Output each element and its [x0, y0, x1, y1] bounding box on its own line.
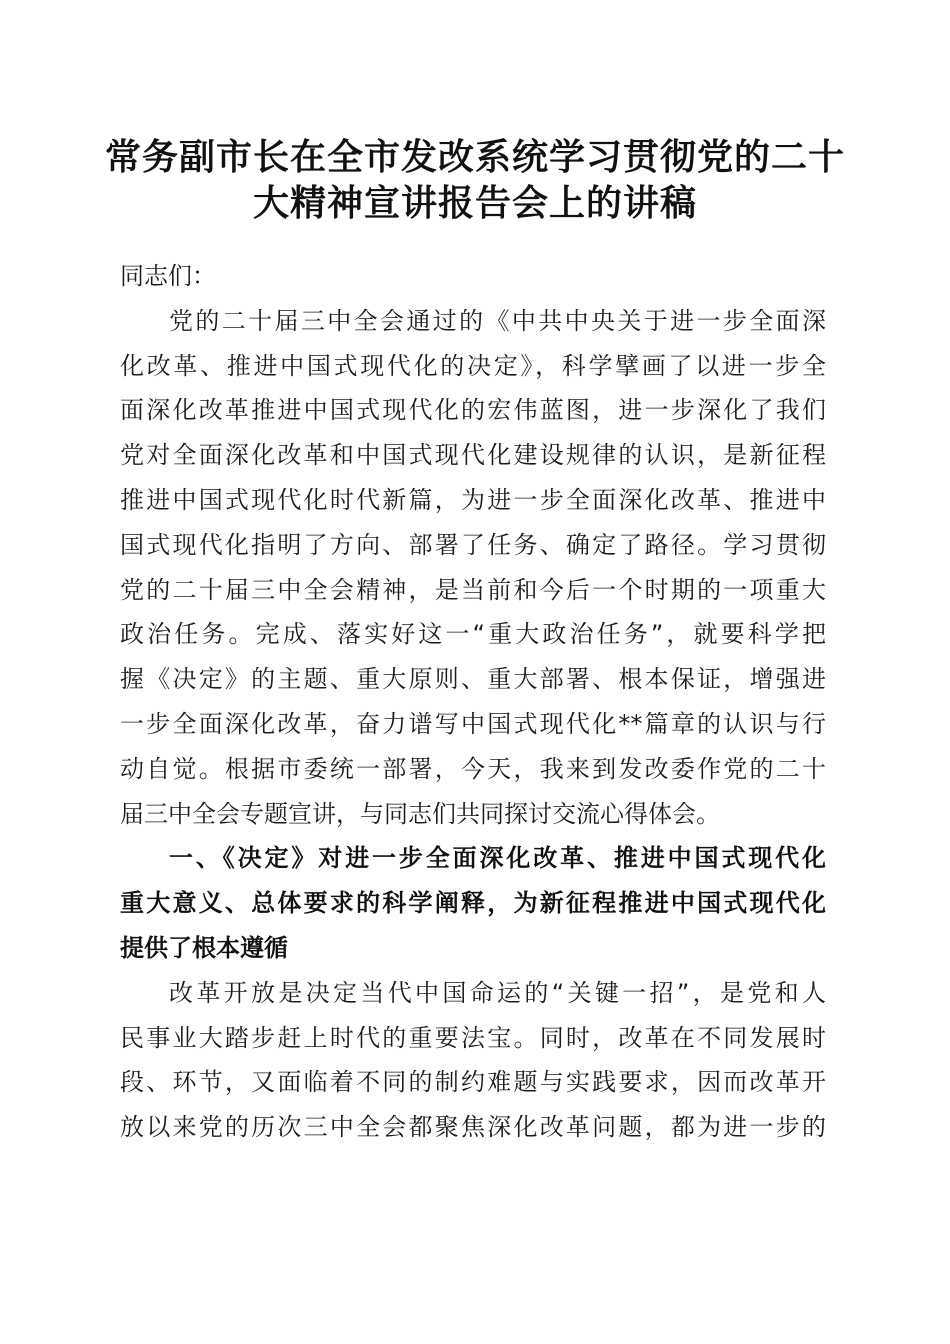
text-line: 民事业大踏步赶上时代的重要法宝。同时，改革在不同发展时	[120, 1023, 826, 1052]
text-line: 国式现代化指明了方向、部署了任务、确定了路径。学习贯彻	[120, 530, 826, 559]
text-line: 改革开放是决定当代中国命运的“关键一招”，是党和人	[169, 978, 826, 1007]
text-line: 政治任务。完成、落实好这一“重大政治任务”，就要科学把	[120, 620, 826, 649]
text-line: 党的二十届三中全会精神，是当前和今后一个时期的一项重大	[120, 575, 826, 604]
text-line: 动自觉。根据市委统一部署，今天，我来到发改委作党的二十	[120, 754, 826, 783]
heading-line: 一、《决定》对进一步全面深化改革、推进中国式现代化	[169, 844, 826, 873]
text-line: 推进中国式现代化时代新篇，为进一步全面深化改革、推进中	[120, 485, 826, 514]
text-line: 一步全面深化改革，奋力谱写中国式现代化**篇章的认识与行	[120, 709, 826, 738]
text-line: 党对全面深化改革和中国式现代化建设规律的认识，是新征程	[120, 441, 826, 470]
text-line: 党的二十届三中全会通过的《中共中央关于进一步全面深	[169, 306, 826, 335]
text-line: 面深化改革推进中国式现代化的宏伟蓝图，进一步深化了我们	[120, 396, 826, 425]
text-line: 放以来党的历次三中全会都聚焦深化改革问题，都为进一步的	[120, 1113, 826, 1142]
text-line: 段、环节，又面临着不同的制约难题与实践要求，因而改革开	[120, 1068, 826, 1097]
text-line: 握《决定》的主题、重大原则、重大部署、根本保证，增强进	[120, 665, 826, 694]
document-body	[120, 254, 826, 1150]
heading-line: 重大意义、总体要求的科学阐释，为新征程推进中国式现代化	[120, 889, 826, 918]
title-line: 大精神宣讲报告会上的讲稿	[252, 182, 697, 224]
paragraph-1	[120, 299, 826, 837]
salutation: 同志们：	[120, 262, 216, 290]
section-heading-1	[120, 836, 826, 970]
title-line: 常务副市长在全市发改系统学习贯彻党的二十	[104, 136, 845, 178]
document-title	[100, 134, 850, 226]
text-line: 化改革、推进中国式现代化的决定》，科学擘画了以进一步全	[120, 351, 826, 380]
paragraph-2	[120, 971, 826, 1150]
text-line: 届三中全会专题宣讲，与同志们共同探讨交流心得体会。	[120, 799, 720, 828]
heading-line: 提供了根本遵循	[120, 933, 288, 962]
